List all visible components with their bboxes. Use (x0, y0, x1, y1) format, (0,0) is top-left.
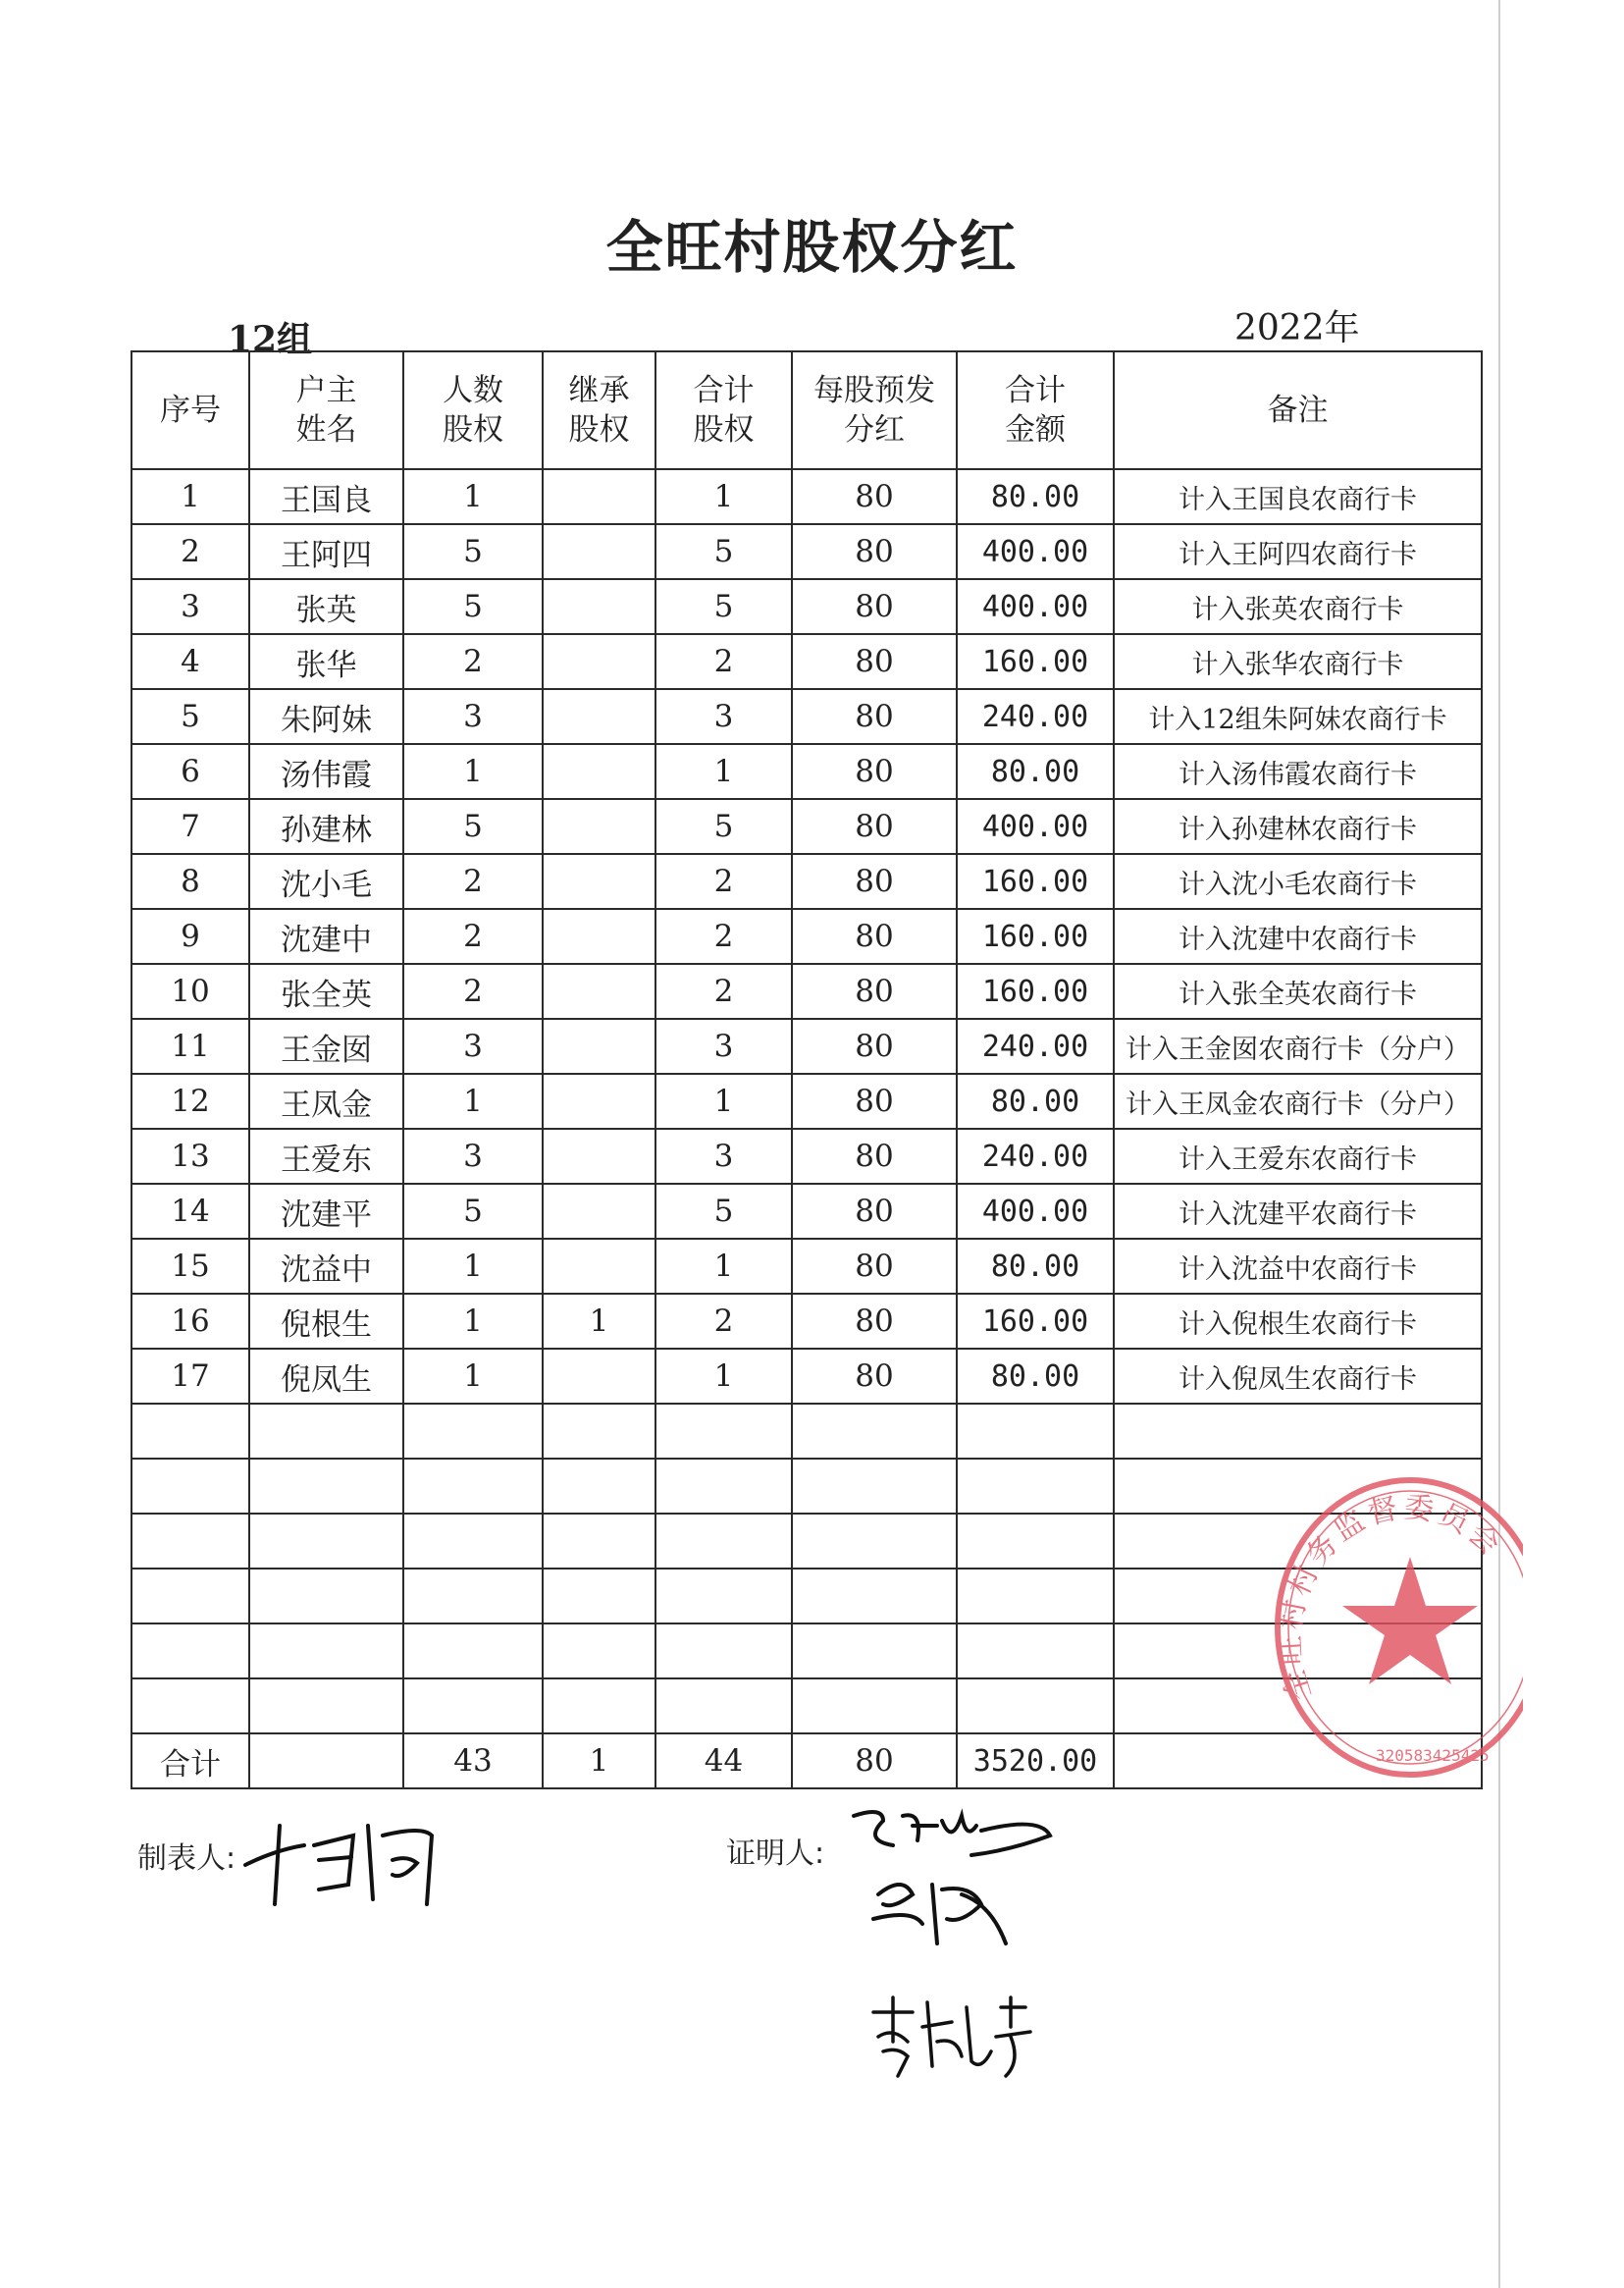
empty-cell (249, 1623, 403, 1678)
cell-per: 80 (792, 1239, 957, 1294)
cell-name: 王爱东 (249, 1129, 403, 1184)
table-row (131, 1074, 1482, 1129)
cell-total: 2 (655, 964, 792, 1019)
cell-amount: 80.00 (957, 1349, 1114, 1404)
cell-people: 3 (403, 689, 543, 744)
cell-total: 2 (655, 634, 792, 689)
year-label: 2022年 (1234, 308, 1360, 348)
cell-name: 倪根生 (249, 1294, 403, 1349)
empty-cell (403, 1459, 543, 1514)
cell-people: 3 (403, 1129, 543, 1184)
cell-no: 15 (131, 1239, 249, 1294)
cell-total: 2 (655, 909, 792, 964)
empty-cell (249, 1678, 403, 1733)
table-row (131, 744, 1482, 799)
cell-people: 1 (403, 1074, 543, 1129)
cell-people: 1 (403, 469, 543, 524)
svg-text:全旺村村务监督委员会 (1273, 1490, 1509, 1704)
cell-people: 3 (403, 1019, 543, 1074)
cell-inherit (543, 1184, 655, 1239)
cell-note: 计入王凤金农商行卡（分户） (1114, 1074, 1482, 1129)
empty-cell (655, 1678, 792, 1733)
cell-per: 80 (792, 469, 957, 524)
cell-no: 13 (131, 1129, 249, 1184)
cell-name: 朱阿妹 (249, 689, 403, 744)
cell-name: 张华 (249, 634, 403, 689)
seal-text: 全旺村村务监督委员会 (1273, 1490, 1509, 1705)
cell-note: 计入倪根生农商行卡 (1114, 1294, 1482, 1349)
cell-name: 王金囡 (249, 1019, 403, 1074)
table-row (131, 634, 1482, 689)
seal-star-icon (1342, 1557, 1478, 1684)
cell-amount: 160.00 (957, 1294, 1114, 1349)
cell-per: 80 (792, 524, 957, 579)
cell-name: 沈益中 (249, 1239, 403, 1294)
table-row (131, 854, 1482, 909)
cell-note: 计入张华农商行卡 (1114, 634, 1482, 689)
empty-cell (403, 1404, 543, 1459)
empty-cell (957, 1623, 1114, 1678)
table-row (131, 1129, 1482, 1184)
empty-cell (403, 1623, 543, 1678)
empty-cell (957, 1459, 1114, 1514)
total-people: 43 (403, 1733, 543, 1788)
cell-amount: 80.00 (957, 1074, 1114, 1129)
cell-per: 80 (792, 1129, 957, 1184)
table-row (131, 524, 1482, 579)
cell-per: 80 (792, 579, 957, 634)
cell-note: 计入张英农商行卡 (1114, 579, 1482, 634)
cell-total: 1 (655, 1349, 792, 1404)
table-row (131, 469, 1482, 524)
cell-amount: 240.00 (957, 1129, 1114, 1184)
empty-cell (792, 1404, 957, 1459)
empty-cell (655, 1459, 792, 1514)
cell-note: 计入倪凤生农商行卡 (1114, 1349, 1482, 1404)
cell-per: 80 (792, 744, 957, 799)
cell-inherit (543, 1019, 655, 1074)
cell-people: 1 (403, 744, 543, 799)
cell-name: 张全英 (249, 964, 403, 1019)
cell-inherit (543, 469, 655, 524)
cell-total: 1 (655, 1239, 792, 1294)
cell-amount: 160.00 (957, 634, 1114, 689)
cell-name: 倪凤生 (249, 1349, 403, 1404)
table-row (131, 799, 1482, 854)
cell-amount: 400.00 (957, 579, 1114, 634)
cell-people: 2 (403, 909, 543, 964)
document-title: 全旺村股权分红 (605, 214, 1019, 281)
cell-note: 计入王金囡农商行卡（分户） (1114, 1019, 1482, 1074)
cell-inherit (543, 744, 655, 799)
cell-amount: 80.00 (957, 469, 1114, 524)
cell-no: 10 (131, 964, 249, 1019)
cell-inherit (543, 854, 655, 909)
empty-cell (249, 1569, 403, 1623)
cell-note: 计入沈建中农商行卡 (1114, 909, 1482, 964)
table-row (131, 1184, 1482, 1239)
cell-total: 1 (655, 1074, 792, 1129)
table-row (131, 579, 1482, 634)
table-header-row (131, 351, 1482, 469)
table-row (131, 1349, 1482, 1404)
cell-per: 80 (792, 964, 957, 1019)
empty-cell (543, 1404, 655, 1459)
cell-people: 5 (403, 579, 543, 634)
table-row (131, 1239, 1482, 1294)
maker-label: 制表人: (137, 1841, 236, 1876)
cell-inherit (543, 799, 655, 854)
cell-amount: 80.00 (957, 1239, 1114, 1294)
cell-note: 计入孙建林农商行卡 (1114, 799, 1482, 854)
cell-total: 5 (655, 524, 792, 579)
cell-note: 计入汤伟霞农商行卡 (1114, 744, 1482, 799)
empty-cell (131, 1404, 249, 1459)
cell-name: 张英 (249, 579, 403, 634)
empty-cell (249, 1459, 403, 1514)
empty-cell (1114, 1404, 1482, 1459)
cell-inherit (543, 634, 655, 689)
cell-per: 80 (792, 634, 957, 689)
cell-total: 5 (655, 579, 792, 634)
witness-signature-3 (864, 1983, 1040, 2091)
cell-amount: 240.00 (957, 689, 1114, 744)
cell-amount: 160.00 (957, 909, 1114, 964)
header-cell: 备注 (1114, 351, 1482, 469)
empty-cell (543, 1459, 655, 1514)
cell-inherit (543, 964, 655, 1019)
cell-inherit (543, 689, 655, 744)
cell-inherit: 1 (543, 1294, 655, 1349)
cell-per: 80 (792, 854, 957, 909)
cell-name: 王凤金 (249, 1074, 403, 1129)
cell-total: 1 (655, 469, 792, 524)
cell-per: 80 (792, 1349, 957, 1404)
cell-no: 4 (131, 634, 249, 689)
empty-cell (957, 1404, 1114, 1459)
cell-note: 计入王国良农商行卡 (1114, 469, 1482, 524)
cell-note: 计入12组朱阿妹农商行卡 (1114, 689, 1482, 744)
cell-amount: 400.00 (957, 1184, 1114, 1239)
cell-total: 1 (655, 744, 792, 799)
empty-cell (543, 1514, 655, 1569)
seal-code: 320583425425 (1376, 1746, 1490, 1765)
cell-name: 沈小毛 (249, 854, 403, 909)
total-per: 80 (792, 1733, 957, 1788)
cell-name: 王阿四 (249, 524, 403, 579)
cell-no: 1 (131, 469, 249, 524)
empty-cell (792, 1514, 957, 1569)
cell-inherit (543, 1129, 655, 1184)
header-cell: 继承 股权 (543, 351, 655, 469)
cell-note: 计入王爱东农商行卡 (1114, 1129, 1482, 1184)
table-row (131, 1294, 1482, 1349)
empty-cell (543, 1569, 655, 1623)
cell-no: 6 (131, 744, 249, 799)
header-cell: 户主 姓名 (249, 351, 403, 469)
cell-per: 80 (792, 1019, 957, 1074)
empty-cell (403, 1514, 543, 1569)
cell-people: 1 (403, 1349, 543, 1404)
empty-cell (655, 1514, 792, 1569)
empty-row (131, 1404, 1482, 1459)
empty-cell (957, 1569, 1114, 1623)
empty-cell (655, 1623, 792, 1678)
cell-inherit (543, 909, 655, 964)
cell-no: 12 (131, 1074, 249, 1129)
cell-inherit (543, 1239, 655, 1294)
cell-no: 2 (131, 524, 249, 579)
cell-name: 孙建林 (249, 799, 403, 854)
cell-note: 计入沈益中农商行卡 (1114, 1239, 1482, 1294)
cell-people: 2 (403, 964, 543, 1019)
empty-cell (792, 1569, 957, 1623)
cell-per: 80 (792, 1074, 957, 1129)
empty-cell (131, 1623, 249, 1678)
cell-people: 1 (403, 1239, 543, 1294)
empty-cell (249, 1404, 403, 1459)
empty-cell (655, 1569, 792, 1623)
cell-total: 3 (655, 689, 792, 744)
cell-inherit (543, 1349, 655, 1404)
cell-no: 8 (131, 854, 249, 909)
cell-name: 沈建中 (249, 909, 403, 964)
cell-note: 计入王阿四农商行卡 (1114, 524, 1482, 579)
total-label: 合计 (131, 1733, 249, 1788)
empty-cell (792, 1459, 957, 1514)
cell-no: 16 (131, 1294, 249, 1349)
cell-per: 80 (792, 1184, 957, 1239)
header-cell: 每股预发 分红 (792, 351, 957, 469)
empty-cell (403, 1678, 543, 1733)
total-total: 44 (655, 1733, 792, 1788)
cell-inherit (543, 579, 655, 634)
cell-no: 9 (131, 909, 249, 964)
empty-cell (403, 1569, 543, 1623)
cell-total: 2 (655, 1294, 792, 1349)
header-cell: 序号 (131, 351, 249, 469)
empty-cell (131, 1678, 249, 1733)
header-cell: 人数 股权 (403, 351, 543, 469)
cell-no: 5 (131, 689, 249, 744)
cell-amount: 240.00 (957, 1019, 1114, 1074)
cell-no: 3 (131, 579, 249, 634)
cell-per: 80 (792, 799, 957, 854)
empty-cell (131, 1459, 249, 1514)
empty-cell (655, 1404, 792, 1459)
witness-label: 证明人: (726, 1836, 825, 1871)
cell-name: 王国良 (249, 469, 403, 524)
empty-cell (792, 1678, 957, 1733)
cell-amount: 400.00 (957, 524, 1114, 579)
table-row (131, 964, 1482, 1019)
cell-total: 3 (655, 1019, 792, 1074)
cell-no: 7 (131, 799, 249, 854)
empty-cell (131, 1514, 249, 1569)
cell-people: 2 (403, 854, 543, 909)
cell-name: 汤伟霞 (249, 744, 403, 799)
cell-no: 14 (131, 1184, 249, 1239)
official-seal-stamp (1258, 1470, 1523, 1784)
cell-per: 80 (792, 689, 957, 744)
cell-no: 17 (131, 1349, 249, 1404)
empty-cell (957, 1514, 1114, 1569)
cell-per: 80 (792, 1294, 957, 1349)
cell-people: 5 (403, 1184, 543, 1239)
empty-cell (792, 1623, 957, 1678)
cell-amount: 400.00 (957, 799, 1114, 854)
table-row (131, 909, 1482, 964)
empty-cell (131, 1569, 249, 1623)
cell-total: 3 (655, 1129, 792, 1184)
cell-note: 计入张全英农商行卡 (1114, 964, 1482, 1019)
total-name (249, 1733, 403, 1788)
table-row (131, 689, 1482, 744)
cell-no: 11 (131, 1019, 249, 1074)
header-cell: 合计 金额 (957, 351, 1114, 469)
cell-inherit (543, 524, 655, 579)
cell-amount: 80.00 (957, 744, 1114, 799)
cell-note: 计入沈小毛农商行卡 (1114, 854, 1482, 909)
cell-total: 5 (655, 799, 792, 854)
cell-note: 计入沈建平农商行卡 (1114, 1184, 1482, 1239)
cell-amount: 160.00 (957, 964, 1114, 1019)
cell-people: 5 (403, 524, 543, 579)
header-cell: 合计 股权 (655, 351, 792, 469)
empty-cell (543, 1678, 655, 1733)
empty-cell (543, 1623, 655, 1678)
table-row (131, 1019, 1482, 1074)
cell-total: 5 (655, 1184, 792, 1239)
cell-total: 2 (655, 854, 792, 909)
cell-people: 1 (403, 1294, 543, 1349)
cell-people: 5 (403, 799, 543, 854)
empty-cell (249, 1514, 403, 1569)
page-edge-line (1498, 0, 1500, 2288)
cell-amount: 160.00 (957, 854, 1114, 909)
cell-inherit (543, 1074, 655, 1129)
cell-name: 沈建平 (249, 1184, 403, 1239)
total-inherit: 1 (543, 1733, 655, 1788)
total-amount: 3520.00 (957, 1733, 1114, 1788)
cell-per: 80 (792, 909, 957, 964)
maker-signature (236, 1806, 461, 1914)
empty-cell (957, 1678, 1114, 1733)
group-label: 12组 (228, 319, 313, 360)
cell-people: 2 (403, 634, 543, 689)
